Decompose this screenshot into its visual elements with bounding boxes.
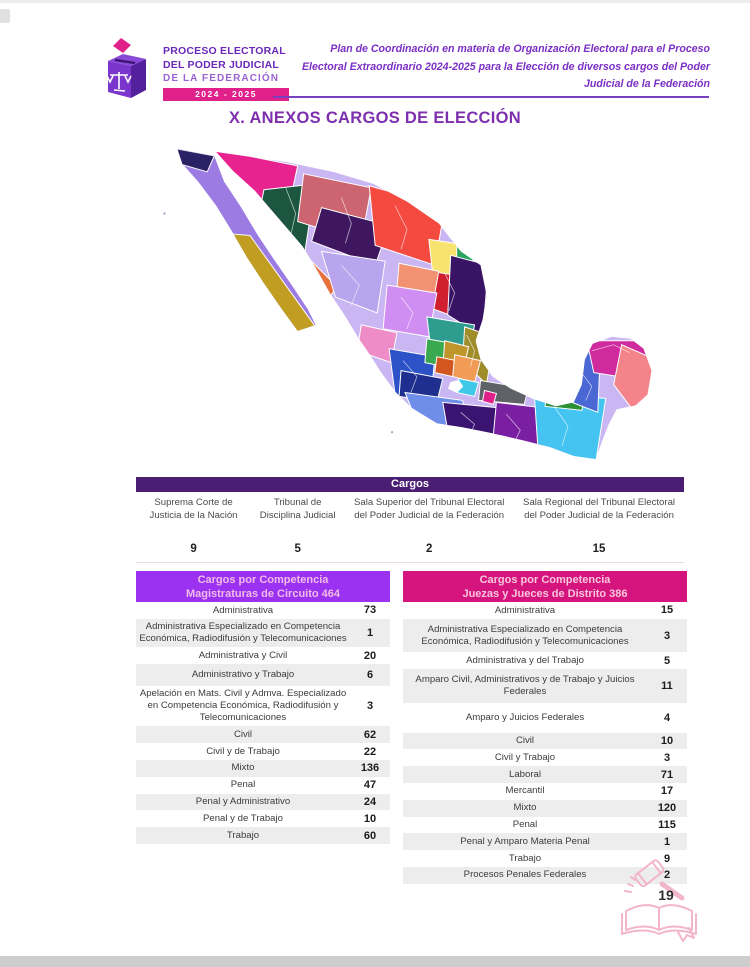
page-title: X. ANEXOS CARGOS DE ELECCIÓN — [229, 109, 521, 127]
magistraturas-circuito-table — [136, 571, 390, 844]
table-row — [403, 817, 687, 834]
table-row — [136, 777, 390, 794]
row-value: 10 — [363, 812, 377, 825]
cargos-summary-table — [136, 477, 684, 563]
table-row — [403, 652, 687, 669]
scan-bottom-edge — [0, 956, 750, 967]
cargos-column-value: 5 — [294, 543, 301, 555]
map-islet — [163, 212, 165, 214]
table-row — [136, 794, 390, 811]
mexico-judicial-districts-map — [145, 146, 665, 464]
row-label: Penal — [512, 819, 538, 831]
row-label: Administrativa y Civil — [198, 649, 288, 661]
row-value: 17 — [660, 785, 674, 798]
table-row — [403, 833, 687, 850]
table-row — [403, 749, 687, 766]
table-row — [136, 619, 390, 648]
cargos-column-value: 9 — [190, 543, 197, 555]
logo-line2: DEL PODER JUDICIAL — [163, 58, 280, 71]
row-label: Civil — [233, 728, 253, 740]
row-label: Administrativo y Trabajo — [191, 669, 295, 681]
table-row — [136, 686, 390, 726]
cargos-column — [514, 496, 684, 558]
cargos-column-label: Sala Superior del Tribunal Electoral del Poder Judicial de la Federación — [353, 497, 505, 521]
cargos-columns — [136, 492, 684, 558]
row-value: 136 — [360, 762, 380, 775]
row-label: Penal y Amparo Materia Penal — [460, 835, 590, 847]
row-label: Civil y de Trabajo — [206, 745, 280, 757]
logo-line1: PROCESO ELECTORAL — [163, 45, 286, 57]
map-region-baja-california-tip — [177, 149, 214, 172]
cargos-column-label: Suprema Corte de Justicia de la Nación — [149, 497, 238, 521]
table-row — [136, 664, 390, 686]
row-label: Trabajo — [508, 852, 542, 864]
row-label: Amparo Civil, Administrativos y de Trabajo y Juicios Federales — [415, 674, 635, 697]
table-row — [136, 810, 390, 827]
document-header-text: Plan de Coordinación en materia de Organización Electoral para el Proceso Electoral Extraordinario 2024-2025 para la Elección de diversos cargos del Poder Judicial de la Federación — [301, 43, 710, 90]
magistraturas-table-header: Cargos por Competencia Magistraturas de Circuito 464 — [136, 571, 390, 602]
table-row — [136, 827, 390, 844]
row-value: 6 — [366, 669, 374, 682]
cargos-column — [251, 496, 344, 558]
cargos-column-value: 15 — [592, 543, 606, 555]
row-label: Procesos Penales Federales — [463, 869, 587, 881]
table-row — [136, 647, 390, 664]
scan-top-edge — [0, 0, 750, 3]
row-value: 3 — [663, 751, 671, 764]
row-label: Administrativa — [212, 604, 274, 616]
table-row — [403, 703, 687, 733]
table-row — [403, 733, 687, 750]
row-label: Penal y Administrativo — [195, 796, 291, 808]
row-value: 15 — [660, 604, 674, 617]
map-region-durango — [322, 251, 386, 313]
row-value: 1 — [663, 835, 671, 848]
row-label: Civil — [515, 735, 535, 747]
row-label: Trabajo — [226, 829, 260, 841]
header-divider-line — [273, 96, 709, 98]
table-row — [403, 783, 687, 800]
cargos-column — [136, 496, 251, 558]
page-number: 19 — [658, 887, 674, 903]
row-value: 120 — [657, 802, 677, 815]
row-value: 62 — [363, 728, 377, 741]
juezas-table-header: Cargos por Competencia Juezas y Jueces de Distrito 386 — [403, 571, 687, 602]
logo-years-banner: 2024 - 2025 — [163, 88, 289, 101]
juezas-distrito-table — [403, 571, 687, 884]
row-label: Mercantil — [505, 785, 545, 797]
row-value: 1 — [366, 627, 374, 640]
row-label: Laboral — [508, 768, 541, 780]
cargos-column — [344, 496, 514, 558]
row-value: 22 — [363, 745, 377, 758]
row-label: Administrativa — [494, 604, 556, 616]
row-label: Civil y Trabajo — [494, 751, 556, 763]
table-row — [136, 743, 390, 760]
table-row — [403, 766, 687, 783]
row-value: 60 — [363, 829, 377, 842]
row-value: 9 — [663, 852, 671, 865]
cargos-column-label: Tribunal de Disciplina Judicial — [259, 497, 336, 521]
row-value: 3 — [366, 700, 374, 713]
row-value: 115 — [658, 818, 676, 831]
row-label: Apelación en Mats. Civil y Admva. Especializado en Competencia Económica, Radiodifusión y Telecomunicaciones — [139, 688, 347, 724]
logo-line3: DE LA FEDERACIÓN — [163, 73, 280, 84]
row-label: Administrativa Especializado en Competencia Económica, Radiodifusión y Telecomunicaciones — [139, 621, 347, 645]
cargos-column-value: 2 — [425, 543, 433, 555]
map-region-baja-california-sur — [201, 231, 315, 332]
ballot-box-logo-icon — [94, 37, 158, 101]
institution-logo — [94, 37, 289, 101]
row-value: 71 — [660, 768, 674, 781]
row-label: Administrativa y del Trabajo — [466, 654, 584, 666]
map-islet — [391, 431, 393, 433]
cargos-table-title: Cargos — [136, 477, 684, 492]
row-value: 4 — [663, 711, 671, 724]
table-row — [136, 602, 390, 619]
row-label: Penal — [230, 779, 256, 791]
row-label: Amparo y Juicios Federales — [465, 711, 585, 723]
row-value: 10 — [660, 734, 674, 747]
table-row — [136, 760, 390, 777]
table-row — [403, 669, 687, 703]
row-value: 20 — [363, 649, 377, 662]
row-value: 3 — [663, 629, 671, 642]
table-row — [403, 602, 687, 619]
map-region-morelos-punto — [483, 390, 497, 404]
row-label: Administrativa Especializado en Competencia Económica, Radiodifusión y Telecomunicaciones — [421, 623, 629, 647]
row-label: Mixto — [513, 802, 537, 814]
table-row — [136, 726, 390, 743]
cargos-column-label: Sala Regional del Tribunal Electoral del Poder Judicial de la Federación — [523, 497, 676, 521]
table-row — [403, 619, 687, 653]
table-row — [403, 800, 687, 817]
row-label: Mixto — [231, 762, 255, 774]
row-value: 2 — [663, 869, 671, 882]
row-label: Penal y de Trabajo — [202, 812, 283, 824]
row-value: 73 — [363, 604, 377, 617]
scan-corner-smudge — [0, 9, 10, 23]
row-value: 5 — [663, 654, 671, 667]
row-value: 11 — [661, 679, 673, 692]
row-value: 47 — [363, 779, 377, 792]
row-value: 24 — [363, 795, 377, 808]
